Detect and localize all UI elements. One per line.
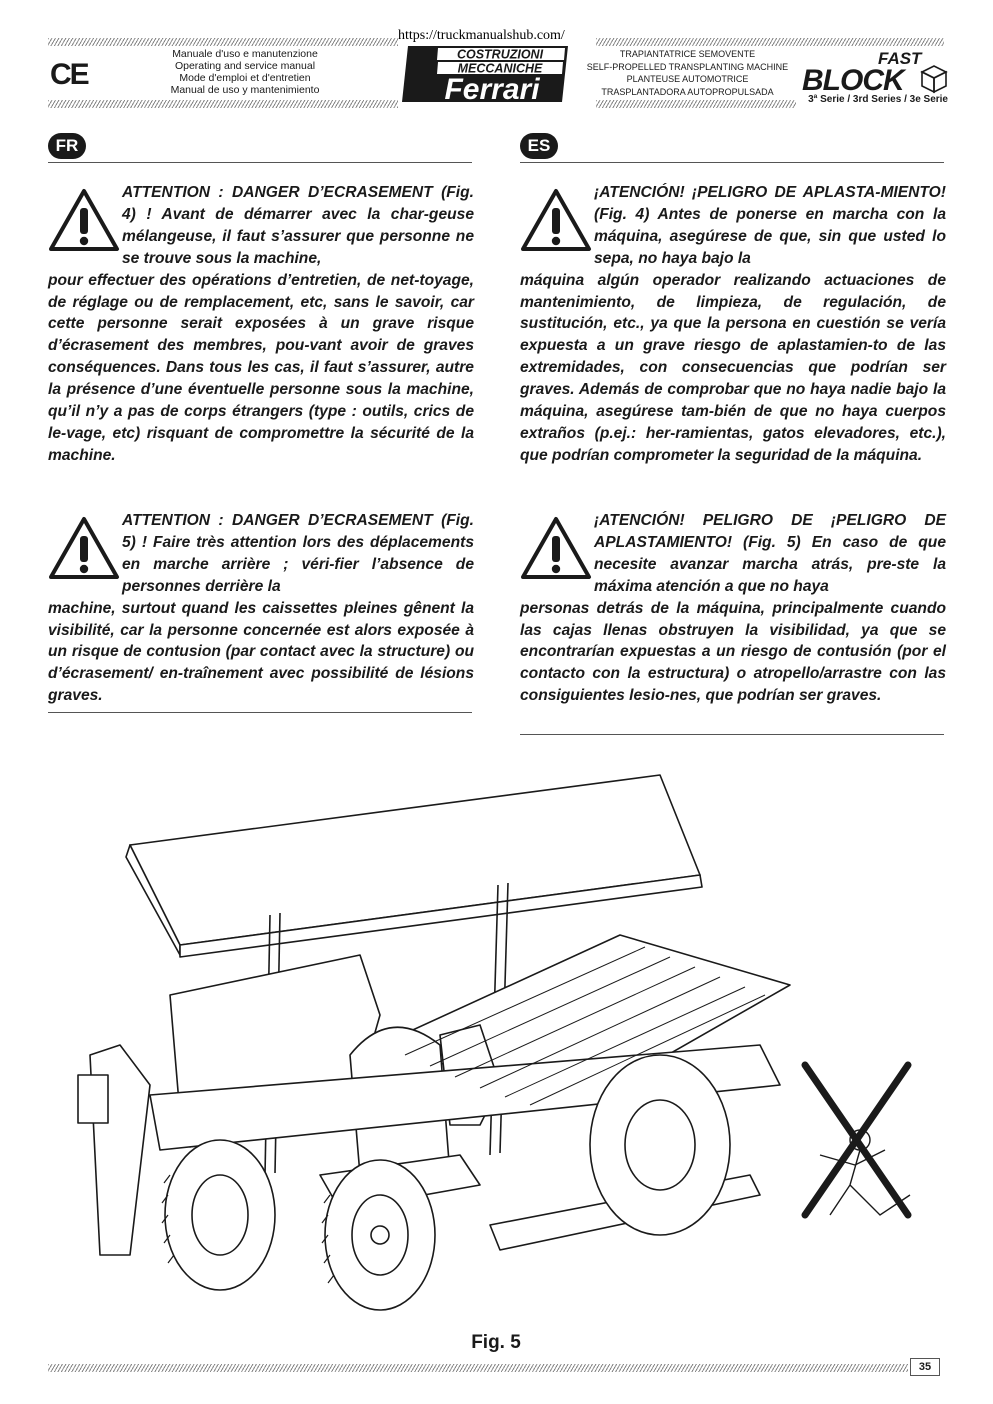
figure-caption: Fig. 5 — [471, 1332, 521, 1353]
manual-title-it: Manuale d'uso e manutenzione — [172, 48, 318, 60]
product-block: BLOCK — [802, 64, 904, 97]
footer-hatch — [48, 1364, 908, 1372]
fr-bottom-rule — [48, 712, 472, 713]
machine-title-es: TRASPLANTADORA AUTOPROPULSADA — [601, 86, 774, 97]
es-warning-2 — [520, 510, 946, 707]
es-warning-2-lead: ¡ATENCIÓN! PELIGRO DE ¡PELIGRO DE APLASTAMIENTO! (Fig. 5) En caso de que necesite avanzar marcha atrás, pre-ste la máxima atención a que no haya — [594, 512, 946, 595]
machine-titles — [575, 48, 800, 98]
prohibited-cross-icon — [805, 1065, 908, 1215]
header-hatch-right — [596, 38, 944, 46]
es-top-rule — [520, 162, 944, 163]
machine-title-fr: PLANTEUSE AUTOMOTRICE — [626, 74, 749, 84]
brand-name: Ferrari — [444, 73, 540, 104]
es-bottom-rule — [520, 734, 944, 735]
manual-title-es: Manual de uso y mantenimiento — [170, 84, 320, 96]
page-number: 35 — [910, 1358, 940, 1376]
ferrari-costruzioni-logo — [400, 44, 570, 104]
manual-title-en: Operating and service manual — [174, 60, 316, 72]
manual-titles — [130, 48, 360, 96]
transplanter-machine-illustration — [60, 755, 950, 1315]
manual-title-fr: Mode d'emploi et d'entretien — [179, 72, 311, 84]
lang-badge-es: ES — [520, 133, 558, 159]
fr-warning-2-lead: ATTENTION : DANGER D’ECRASEMENT (Fig. 5) ! Faire très attention lors des déplacements en marche arrière ; véri-fier l’absence de personnes derrière la — [122, 512, 474, 595]
es-warning-2-body: personas detrás de la máquina, principalmente cuando las cajas llenas obstruyen la visibilidad, ya que se encontrarían expuestas a un riesgo de contusión (por el contacto con la estructura) o atropello/arrastre con las consiguientes lesio-nes, que podrían ser graves. — [520, 599, 946, 705]
brand-line1: COSTRUZIONI — [456, 47, 544, 62]
machine-title-it: TRAPIANTATRICE SEMOVENTE — [619, 49, 756, 59]
fr-top-rule — [48, 162, 472, 163]
brand-line2: MECCANICHE — [457, 61, 543, 76]
es-warning-1 — [520, 182, 946, 467]
source-url: https://truckmanualshub.com/ — [398, 28, 565, 43]
ce-mark: CE — [50, 58, 88, 91]
fr-warning-2 — [48, 510, 474, 707]
es-warning-1-lead: ¡ATENCIÓN! ¡PELIGRO DE APLASTA-MIENTO! (Fig. 4) Antes de ponerse en marcha con la máquina, asegúrese de que, sin que usted lo sepa, no haya bajo la — [594, 184, 946, 267]
fr-warning-1 — [48, 182, 474, 467]
product-fast: FAST — [878, 49, 922, 68]
series-label: 3ª Serie / 3rd Series / 3e Serie — [808, 94, 948, 105]
header-hatch-bottom-left — [48, 100, 398, 108]
fr-warning-1-body: pour effectuer des opérations d’entretien, de net-toyage, de réglage ou de remplacement, etc, sans le savoir, car cette personne serait exposées à un grave risque d’écrasement des membres, pou-vant avoir de graves conséquences. Dans tous les cas, il faut s’assurer, autre la présence d’une éventuelle personne sous la machine, qu’il n’y a pas de corps étrangers (type : outils, crics de le-vage, etc) risquant de compromettre la sécurité de la machine. — [48, 271, 474, 464]
lang-badge-fr: FR — [48, 133, 86, 159]
machine-title-en: SELF-PROPELLED TRANSPLANTING MACHINE — [586, 61, 789, 72]
cube-icon — [922, 66, 946, 92]
es-warning-1-body: máquina algún operador realizando actuaciones de mantenimiento, de limpieza, de regulación, de sustitución, etc., ya que la persona en cuestión se vería expuesta a un grave riesgo de aplastamien-to de las extremidades, con consecuencias que podrían ser graves. Además de comprobar que no haya nadie bajo la máquina, asegúrese tam-bién de que no haya cuerpos extraños (p.ej.: her-ramientas, gatos elevadores, etc.), que podrían comprometer la seguridad de la máquina. — [520, 271, 946, 464]
fr-warning-2-body: machine, surtout quand les caissettes pleines gênent la visibilité, car la personne concernée est alors exposée à un risque de contusion (par contact avec la structure) ou d’écrasement/ en-traînement avec possibilité de lésions graves. — [48, 599, 474, 705]
header-hatch-left — [48, 38, 398, 46]
header-hatch-bottom-right — [596, 100, 796, 108]
fr-warning-1-lead: ATTENTION : DANGER D’ECRASEMENT (Fig. 4) ! Avant de démarrer avec la char-geuse mélangeuse, il faut s’assurer que personne ne se trouve sous la machine, — [122, 184, 474, 267]
